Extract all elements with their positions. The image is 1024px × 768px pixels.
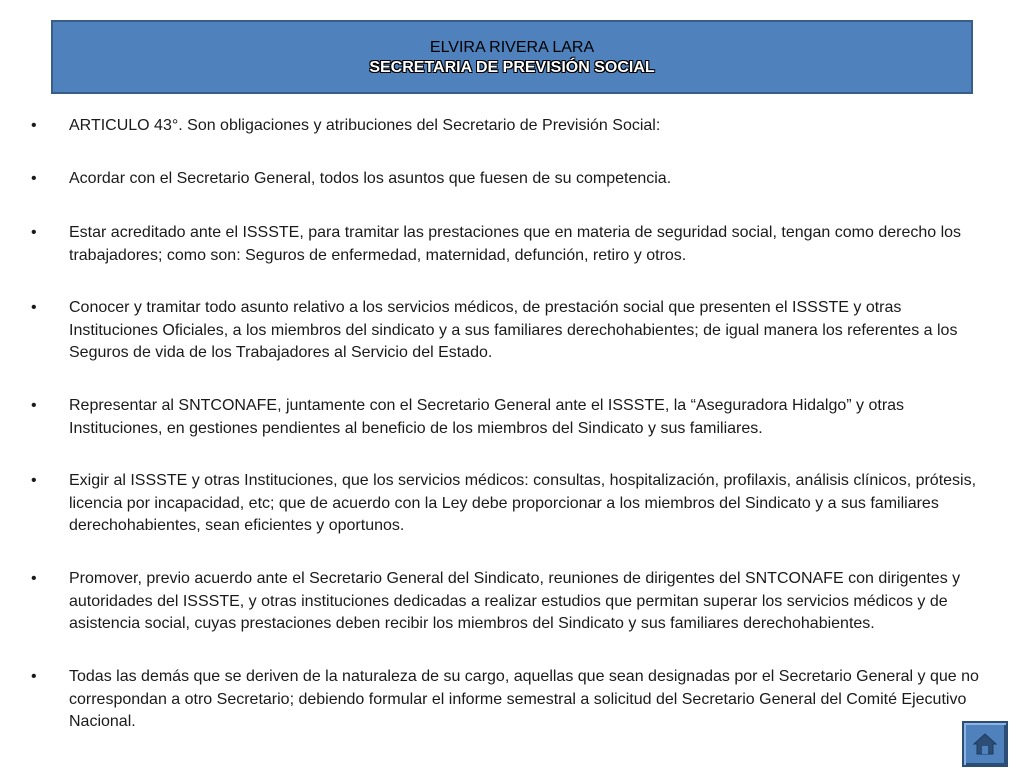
list-item-text: Representar al SNTCONAFE, juntamente con el Secretario General ante el ISSSTE, la “Aseguradora Hidalgo” y otras Instituciones, en gestiones pendientes al beneficio de los miembros del Sindicato y sus familiares. <box>69 397 905 437</box>
slide-title-box <box>51 20 973 94</box>
list-item-text: ARTICULO 43°. Son obligaciones y atribuciones del Secretario de Previsión Social: <box>69 117 661 134</box>
slide-title-role: SECRETARIA DE PREVISIÓN SOCIAL <box>369 59 655 76</box>
list-item <box>31 297 989 365</box>
list-item-text: Promover, previo acuerdo ante el Secretario General del Sindicato, reuniones de dirigentes del SNTCONAFE con dirigentes y autoridades del ISSSTE, y otras instituciones dedicadas a realizar estudios que permitan superar los servicios médicos y de asistencia social, cuyas prestaciones deben recibir los miembros del Sindicato y sus familiares derechohabientes. <box>69 570 961 632</box>
list-item <box>31 168 989 191</box>
list-item <box>31 568 989 636</box>
list-item-text: Conocer y tramitar todo asunto relativo a los servicios médicos, de prestación social que presenten el ISSSTE y otras Instituciones Oficiales, a los miembros del sindicato y a sus familiares derechohabientes; de igual manera los referentes a los Seguros de vida de los Trabajadores al Servicio del Estado. <box>69 299 958 361</box>
bullet-glyph: • <box>31 224 37 241</box>
list-item <box>31 222 989 267</box>
bullet-glyph: • <box>31 170 37 187</box>
list-item <box>31 666 989 734</box>
home-button[interactable] <box>962 721 1008 767</box>
bullet-glyph: • <box>31 397 37 414</box>
home-icon <box>972 731 998 757</box>
bullet-glyph: • <box>31 668 37 685</box>
list-item-text: Exigir al ISSSTE y otras Instituciones, que los servicios médicos: consultas, hospitalización, profilaxis, análisis clínicos, prótesis, licencia por incapacidad, etc; que de acuerdo con la Ley debe proporcionar a los miembros del Sindicato y a sus familiares derechohabientes, sean eficientes y oportunos. <box>69 472 977 534</box>
list-item-text: Todas las demás que se deriven de la naturaleza de su cargo, aquellas que sean designadas por el Secretario General y que no correspondan a otro Secretario; debiendo formular el informe semestral a solicitud del Secretario General del Comité Ejecutivo Nacional. <box>69 668 979 730</box>
list-item <box>31 470 989 538</box>
bullet-glyph: • <box>31 472 37 489</box>
list-item <box>31 115 989 138</box>
slide-title-name: ELVIRA RIVERA LARA <box>429 39 595 56</box>
list-item <box>31 395 989 440</box>
list-item-text: Estar acreditado ante el ISSSTE, para tramitar las prestaciones que en materia de seguridad social, tengan como derecho los trabajadores; como son: Seguros de enfermedad, maternidad, defunción, retiro y otros. <box>69 224 962 264</box>
bullet-glyph: • <box>31 570 37 587</box>
bullet-glyph: • <box>31 117 37 134</box>
bullet-glyph: • <box>31 299 37 316</box>
list-item-text: Acordar con el Secretario General, todos los asuntos que fuesen de su competencia. <box>69 170 672 187</box>
